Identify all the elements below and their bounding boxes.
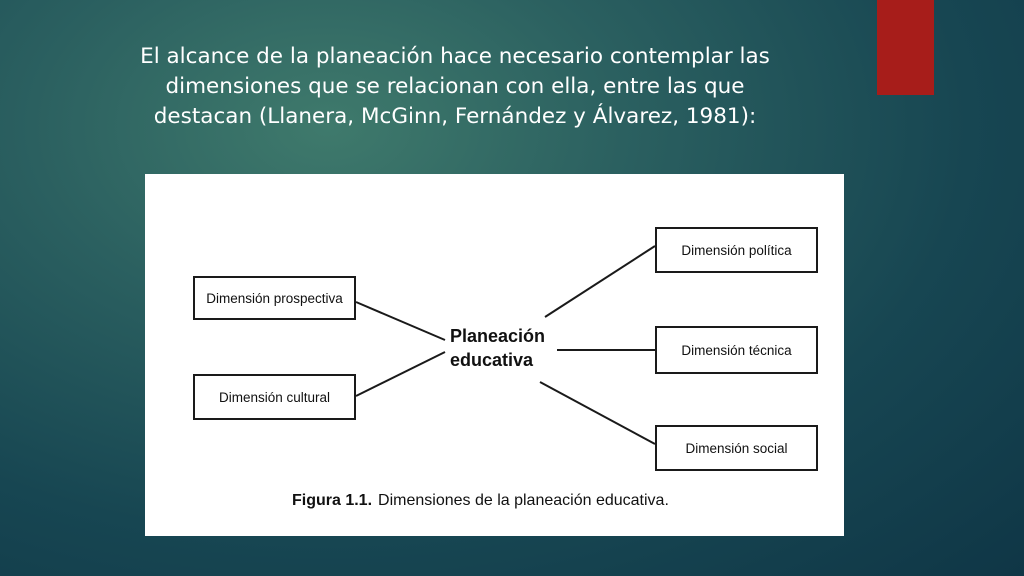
node-label: Dimensión prospectiva	[206, 290, 343, 306]
node-dimension-politica	[655, 227, 818, 273]
center-label-line-1: Planeación	[450, 326, 546, 346]
node-label: Dimensión política	[681, 242, 792, 258]
title-line-1: El alcance de la planeación hace necesario contemplar las	[140, 44, 770, 69]
caption-text: Dimensiones de la planeación educativa.	[378, 492, 669, 509]
diagram-figure	[145, 174, 844, 536]
accent-tab	[877, 0, 934, 95]
caption-label: Figura 1.1.	[292, 492, 373, 509]
node-dimension-social	[655, 425, 818, 471]
node-dimension-tecnica	[655, 326, 818, 374]
connector-social	[540, 382, 655, 444]
slide-title	[55, 42, 855, 132]
center-node-planeacion-educativa	[450, 324, 545, 372]
node-label: Dimensión social	[685, 440, 788, 456]
node-label: Dimensión cultural	[218, 389, 331, 405]
node-dimension-cultural	[193, 374, 356, 420]
connector-cultural	[356, 352, 445, 396]
node-dimension-prospectiva	[193, 276, 356, 320]
center-label-line-2: educativa	[450, 350, 534, 370]
figure-caption	[292, 492, 669, 510]
title-line-2: dimensiones que se relacionan con ella, entre las que	[165, 74, 745, 99]
node-label: Dimensión técnica	[681, 342, 792, 358]
connector-prospectiva	[356, 302, 445, 340]
connector-politica	[545, 246, 655, 317]
title-line-3: destacan (Llanera, McGinn, Fernández y Álvarez, 1981):	[153, 104, 757, 129]
